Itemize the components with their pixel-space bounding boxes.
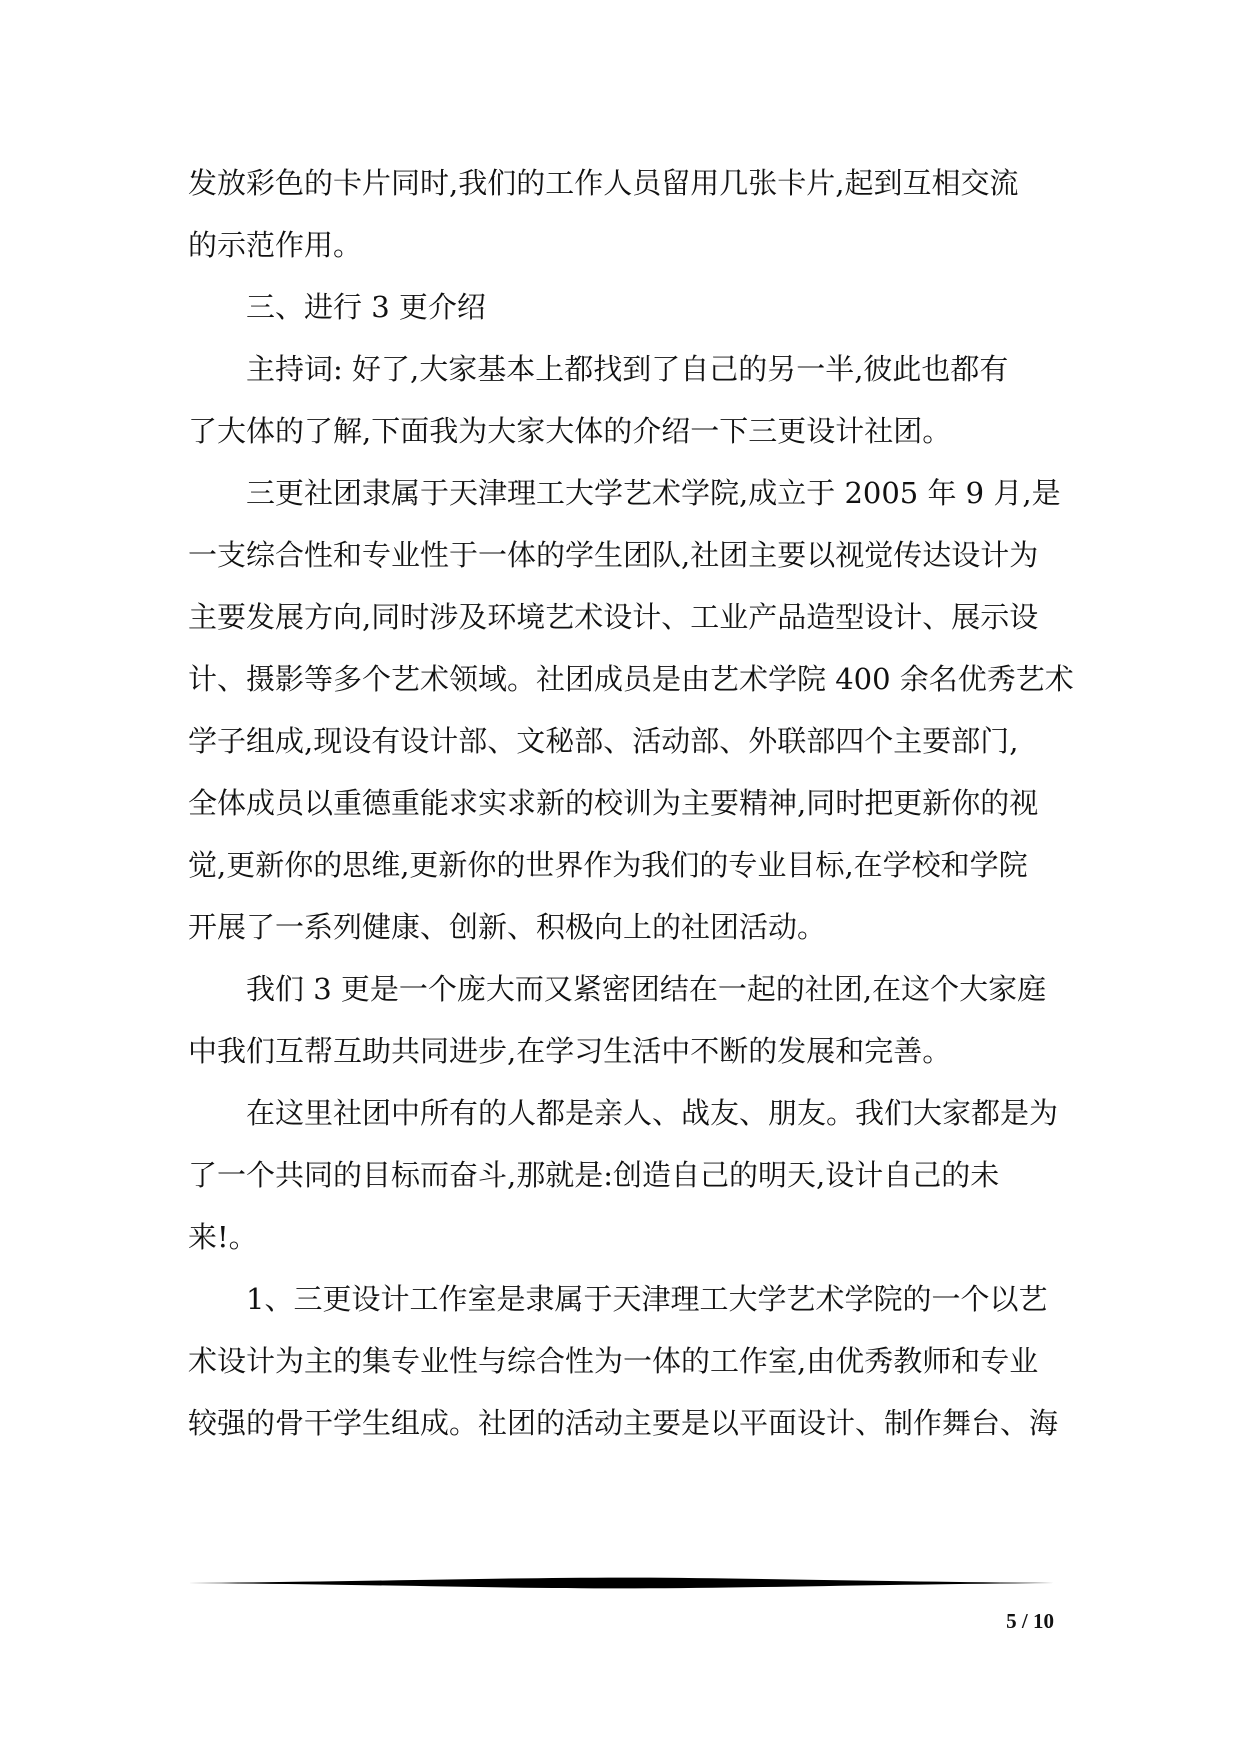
text-line: 全体成员以重德重能求实求新的校训为主要精神,同时把更新你的视	[188, 786, 1039, 820]
footer-divider	[188, 1577, 1054, 1589]
text-line: 学子组成,现设有设计部、文秘部、活动部、外联部四个主要部门,	[188, 724, 1019, 758]
text-line: 开展了一系列健康、创新、积极向上的社团活动。	[188, 910, 827, 944]
text-line: 觉,更新你的思维,更新你的世界作为我们的专业目标,在学校和学院	[188, 848, 1028, 882]
text-line: 的示范作用。	[188, 228, 363, 262]
text-line: 我们 3 更是一个庞大而又紧密团结在一起的社团,在这个大家庭	[188, 972, 1047, 1006]
text-line: 较强的骨干学生组成。社团的活动主要是以平面设计、制作舞台、海	[188, 1406, 1059, 1440]
text-line: 来!。	[188, 1220, 258, 1254]
text-line: 了一个共同的目标而奋斗,那就是:创造自己的明天,设计自己的未	[188, 1158, 1000, 1192]
body-text	[188, 152, 1074, 1454]
text-line: 中我们互帮互助共同进步,在学习生活中不断的发展和完善。	[188, 1034, 952, 1068]
text-line: 计、摄影等多个艺术领域。社团成员是由艺术学院 400 余名优秀艺术	[188, 662, 1074, 696]
text-line: 主持词: 好了,大家基本上都找到了自己的另一半,彼此也都有	[188, 352, 1009, 386]
page-number: 5 / 10	[1006, 1609, 1054, 1633]
text-line: 在这里社团中所有的人都是亲人、战友、朋友。我们大家都是为	[188, 1096, 1059, 1130]
section-heading: 三、进行 3 更介绍	[188, 290, 486, 324]
text-line: 主要发展方向,同时涉及环境艺术设计、工业产品造型设计、展示设	[188, 600, 1039, 634]
text-line: 一支综合性和专业性于一体的学生团队,社团主要以视觉传达设计为	[188, 538, 1039, 572]
text-line: 1、三更设计工作室是隶属于天津理工大学艺术学院的一个以艺	[188, 1282, 1048, 1316]
text-line: 发放彩色的卡片同时,我们的工作人员留用几张卡片,起到互相交流	[188, 166, 1019, 200]
text-line: 术设计为主的集专业性与综合性为一体的工作室,由优秀教师和专业	[188, 1344, 1039, 1378]
text-line: 三更社团隶属于天津理工大学艺术学院,成立于 2005 年 9 月,是	[188, 476, 1061, 510]
text-line: 了大体的了解,下面我为大家大体的介绍一下三更设计社团。	[188, 414, 952, 448]
